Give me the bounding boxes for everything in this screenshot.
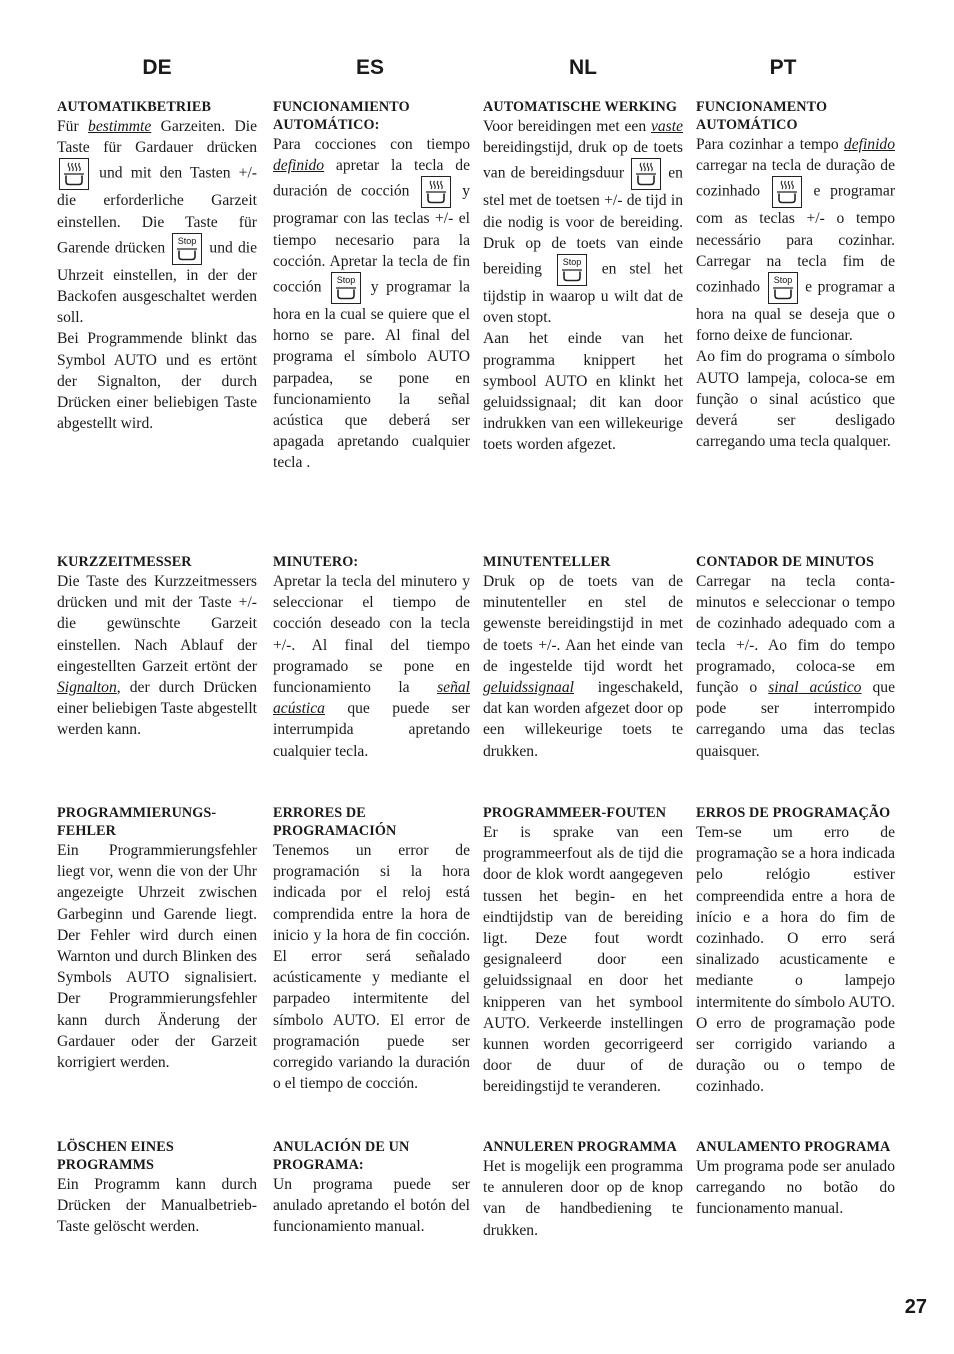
cooking-duration-key-icon bbox=[631, 158, 661, 190]
header-de: DE bbox=[142, 56, 172, 79]
underlined-term: Signalton bbox=[57, 679, 117, 697]
text: Carregar na tecla conta-minutos e seleccionar o tempo de cozinhado adequado com a tecla +/-. Ao fim do tempo programado, coloca-se em função o bbox=[696, 573, 895, 697]
text: en stel met de toetsen +/- de tijd in die nodig is voor de bereiding. Druk op de toets van einde bereiding bbox=[483, 164, 683, 278]
section-title: AUTOMATIKBETRIEB bbox=[57, 99, 212, 115]
paragraph: Aan het einde van het programma knippert het symbool AUTO en klinkt het geluidssignaal; dit kan door indrukken van een willekeurige toets worden afgezet. bbox=[483, 330, 683, 454]
section-body bbox=[483, 822, 683, 1098]
section-title: ANULAMENTO PROGRAMA bbox=[696, 1139, 891, 1155]
section-title: CONTADOR DE MINUTOS bbox=[696, 554, 874, 570]
underlined-term: bestimmte bbox=[88, 118, 152, 135]
text: Die Taste des Kurzzeitmessers drücken und mit der Taste +/- die gewünschte Garzeit einstellen. Nach Ablauf der eingestellten Garzeit ertönt der bbox=[57, 573, 257, 675]
text: Het is mogelijk een programma te annuleren door op de knop van de handbediening te drukken. bbox=[483, 1158, 683, 1239]
text: apretar la tecla de duración de cocción bbox=[273, 157, 470, 200]
text: Ein Programm kann durch Drücken der Manualbetrieb-Taste gelöscht werden. bbox=[57, 1176, 257, 1236]
text: e programar a hora na qual se deseja que o forno deixe de funcionar. bbox=[696, 278, 895, 345]
section-title: KURZZEITMESSER bbox=[57, 554, 192, 570]
header-es: ES bbox=[355, 56, 384, 79]
underlined-term: definido bbox=[843, 136, 895, 153]
section-title: ANULACIÓN DE UN PROGRAMA: bbox=[273, 1139, 410, 1173]
section-s3 bbox=[696, 804, 895, 1098]
underlined-term: sinal acústico bbox=[768, 679, 862, 697]
section-body bbox=[57, 840, 257, 1073]
section-s2 bbox=[483, 553, 683, 762]
text: Un programa puede ser anulado apretando el botón del funcionamiento manual. bbox=[273, 1176, 470, 1236]
header-pt: PT bbox=[769, 56, 797, 79]
text: bereidingstijd, druk op de toets van de bereidingsduur bbox=[483, 139, 683, 182]
text: Ein Programmierungsfehler liegt vor, wenn die von der Uhr angezeigte Uhrzeit zwischen Garbeginn und Garende liegt. Der Fehler wird durch einen Warnton und durch Blinken des Symbols AUTO signalisiert. Der Programmierungsfehler kann durch Änderung der Gardauer oder der Garzeit korrigiert werden. bbox=[57, 842, 257, 1072]
cooking-duration-key-icon bbox=[421, 176, 451, 208]
stop-key-icon bbox=[557, 254, 587, 286]
section-body bbox=[273, 1174, 470, 1238]
section-body bbox=[273, 840, 470, 1094]
section-s4 bbox=[57, 1138, 257, 1238]
section-body bbox=[57, 571, 257, 741]
text: Er is sprake van een programmeerfout als de tijd die door de klok wordt aangegeven tussen het begin- en het eindtijdstip van de bereiding ligt. Deze fout wordt gesignaleerd door een geluidssignaal en door het knipperen van het symbool AUTO. Verkeerde instellingen kunnen worden gecorrigeerd door de duur of de bereidingstijd te veranderen. bbox=[483, 824, 683, 1096]
text: y programar con las teclas +/- el tiempo necesario para la cocción. Apretar la tecla de fin cocción bbox=[273, 182, 470, 296]
section-body bbox=[57, 1174, 257, 1238]
stop-key-icon bbox=[768, 272, 798, 304]
section-title: FUNCIONAMENTO AUTOMÁTICO bbox=[696, 99, 828, 133]
paragraph: Ao fim do programa o símbolo AUTO lampeja, coloca-se em função o sinal acústico que deverá ser desligado carregando uma tecla qualquer. bbox=[696, 348, 895, 451]
section-body bbox=[696, 822, 895, 1098]
text: Voor bereidingen met een bbox=[483, 118, 651, 135]
svg-text:Stop: Stop bbox=[773, 275, 792, 286]
text: , der durch Drücken einer beliebigen Taste abgestellt werden kann. bbox=[57, 679, 257, 739]
section-title: AUTOMATISCHE WERKING bbox=[483, 99, 677, 115]
section-body bbox=[483, 571, 683, 762]
text: e programar com as teclas +/- o tempo necessário para cozinhar. Carregar na tecla fim de cozinhado bbox=[696, 182, 896, 296]
text: Para cozinhar a tempo bbox=[696, 136, 844, 153]
text: und die Uhrzeit einstellen, in der der Backofen ausgeschaltet werden soll. bbox=[57, 239, 257, 327]
text: Um programa pode ser anulado carregando no botão do funcionamento manual. bbox=[696, 1158, 895, 1218]
section-body bbox=[273, 571, 470, 762]
stop-key-icon bbox=[331, 272, 361, 304]
section-body bbox=[273, 134, 470, 474]
section-title: FUNCIONAMIENTO AUTOMÁTICO: bbox=[273, 99, 410, 133]
section-automatic bbox=[273, 98, 470, 474]
section-s3 bbox=[483, 804, 683, 1098]
section-title: MINUTENTELLER bbox=[483, 554, 611, 570]
section-body bbox=[696, 134, 895, 452]
cooking-duration-key-icon bbox=[59, 158, 89, 190]
svg-text:Stop: Stop bbox=[336, 275, 356, 286]
paragraph: Bei Programmende blinkt das Symbol AUTO und es ertönt der Signalton, der durch Drücken einer beliebigen Taste abgestellt wird. bbox=[57, 330, 257, 433]
text: Apretar la tecla del minutero y seleccionar el tiempo de cocción deseado con la tecla +/-. Al final del tiempo programado se pone en funcionamiento la bbox=[273, 573, 470, 697]
section-automatic bbox=[696, 98, 895, 452]
section-s2 bbox=[696, 553, 895, 762]
section-body bbox=[483, 1156, 683, 1241]
page-number: 27 bbox=[904, 1296, 927, 1318]
text: Tem-se um erro de programação se a hora indicada pelo relógio estiver compreendida entre a hora de início e a hora do fim de cozinhado. O erro será sinalizado acusticamente e mediante o lampejo intermitente do símbolo AUTO. O erro de programação pode ser corrigido variando a duração ou o tempo de cozinhado. bbox=[696, 824, 895, 1096]
text: ingeschakeld, dat kan worden afgezet door op een willekeurige toets te drukken. bbox=[483, 679, 683, 760]
section-s4 bbox=[483, 1138, 683, 1241]
svg-text:Stop: Stop bbox=[178, 235, 197, 246]
section-title: PROGRAMMIERUNGS-FEHLER bbox=[57, 805, 217, 839]
section-s2 bbox=[273, 553, 470, 762]
underlined-term: señal acústica bbox=[273, 679, 470, 718]
section-title: ERROS DE PROGRAMAÇÃO bbox=[696, 805, 891, 821]
text: Para cocciones con tiempo bbox=[273, 136, 470, 153]
text: y programar la hora en la cual se quiere que el horno se pare. Al final del programa el símbolo AUTO parpadea, se pone en funcionamiento la señal acústica que deberá ser apagada apretando cualquier tecla . bbox=[273, 278, 470, 472]
text: Tenemos un error de programación si la hora indicada por el reloj está comprendida entre la hora de inicio y la hora de fin cocción. El error será señalado acústicamente y mediante el parpadeo intermitente del símbolo AUTO. El error de programación puede ser corregido variando la duración o el tiempo de cocción. bbox=[273, 842, 470, 1093]
text: carregar na tecla de duração de cozinhado bbox=[696, 157, 895, 200]
section-automatic bbox=[483, 98, 683, 456]
section-s3 bbox=[273, 804, 470, 1094]
section-s4 bbox=[273, 1138, 470, 1238]
section-body bbox=[483, 116, 683, 456]
header-nl: NL bbox=[569, 56, 597, 79]
text: que puede ser interrumpida apretando cualquier tecla. bbox=[273, 700, 470, 760]
cooking-duration-key-icon bbox=[772, 176, 802, 208]
section-title: LÖSCHEN EINES PROGRAMMS bbox=[57, 1139, 174, 1173]
text: que pode ser interrompido carregando uma das teclas quaisquer. bbox=[696, 679, 895, 760]
section-title: PROGRAMMEER-FOUTEN bbox=[483, 805, 667, 821]
section-s4 bbox=[696, 1138, 895, 1220]
underlined-term: vaste bbox=[650, 118, 683, 135]
text: Garzeiten. Die Taste für Gardauer drücken bbox=[57, 118, 258, 157]
section-title: MINUTERO: bbox=[273, 554, 359, 570]
underlined-term: geluidssignaal bbox=[483, 679, 574, 697]
text: Für bbox=[57, 118, 89, 135]
svg-text:Stop: Stop bbox=[562, 257, 582, 268]
section-s2 bbox=[57, 553, 257, 741]
section-automatic bbox=[57, 98, 257, 434]
section-body bbox=[696, 1156, 895, 1220]
section-title: ANNULEREN PROGRAMMA bbox=[483, 1139, 677, 1155]
section-body bbox=[696, 571, 895, 762]
section-s3 bbox=[57, 804, 257, 1073]
text: en stel het tijdstip in waarop u wilt dat de oven stopt. bbox=[483, 260, 683, 327]
section-body bbox=[57, 116, 257, 434]
underlined-term: definido bbox=[273, 157, 325, 175]
section-title: ERRORES DE PROGRAMACIÓN bbox=[273, 805, 397, 839]
stop-key-icon bbox=[172, 233, 202, 265]
text: Druk op de toets van de minutenteller en stel de gewenste bereidingstijd in met de toets +/-. Aan het einde van de ingestelde tijd wordt het bbox=[483, 573, 683, 675]
text: und mit den Tasten +/- die erforderliche Garzeit einstellen. Die Taste für Garende drücken bbox=[57, 164, 257, 257]
